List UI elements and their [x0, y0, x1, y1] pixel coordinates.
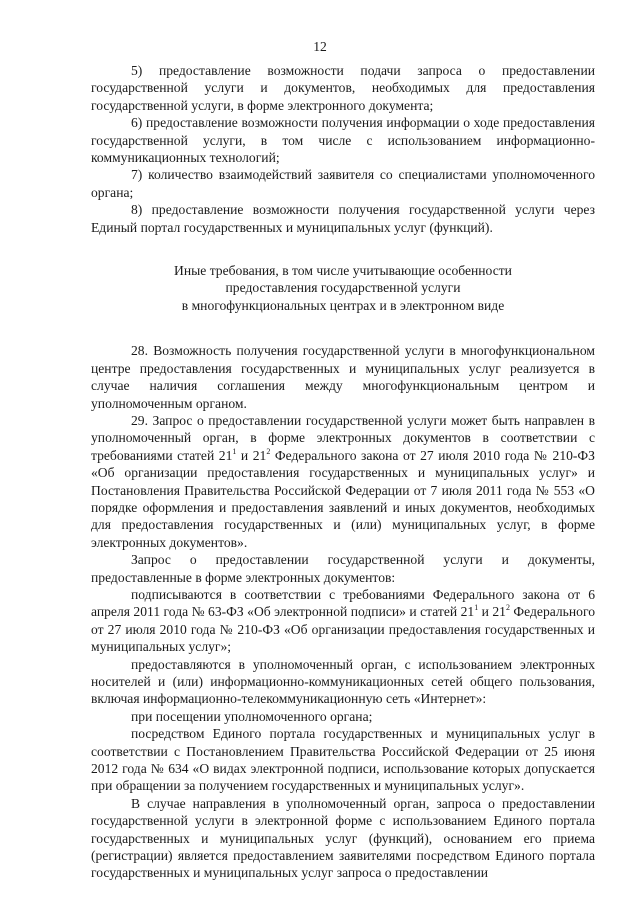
section-heading-line-2: предоставления государственной услуги: [225, 280, 461, 296]
superscript: 2: [266, 446, 271, 456]
paragraph-last: В случае направления в уполномоченный орган, запроса о предоставлении государственной услуги в электронной форме с использованием Единого портала государственных и муниципальных услуг (функций), основанием его приема (регистрации) является предоставлением заявителями посредством Единого портала государственных и муниципальных услуг запроса о предоставлении: [91, 795, 595, 881]
page-number: 12: [313, 39, 327, 54]
list-item-5: 5) предоставление возможности подачи запроса о предоставлении государственной услуги и документов, необходимых для предоставления государственной услуги, в форме электронного документа;: [91, 63, 595, 113]
paragraph-provided: предоставляются в уполномоченный орган, с использованием электронных носителей и (или) информационно-коммуникационных сетей общего пользования, включая информационно-телекоммуникационную сеть «Интернет»:: [91, 656, 595, 707]
section-heading-line-3: в многофункциональных центрах и в электронном виде: [181, 297, 505, 313]
paragraph-portal: посредством Единого портала государственных и муниципальных услуг в соответствии с Постановлением Правительства Российской Федерации от 25 июня 2012 года № 634 «О видах электронной подписи, использование которых допускается при обращении за получением государственных и муниципальных услуг».: [91, 726, 595, 794]
paragraph-29-part-c: Федерального закона от 27 июля 2010 года № 210-ФЗ «Об организации предоставления государственных и муниципальных услуг» и Постановления Правительства Российской Федерации от 7 июля 2011 года № 553 «О порядке оформления и предоставления заявлений и иных документов, необходимых для предоставления государственных и (или) муниципальных услуг, в форме электронных документов».: [91, 447, 595, 550]
section-heading: [91, 262, 595, 314]
paragraph-29-part-a: 29. Запрос о предоставлении государственной услуги может быть направлен в уполномоченный орган, в форме электронных документов в соответствии с требованиями статей 21: [91, 412, 595, 463]
list-item-6: 6) предоставление возможности получения информации о ходе предоставления государственной услуги, в том числе с использованием информационно-коммуникационных технологий;: [91, 115, 595, 166]
list-item-7: 7) количество взаимодействий заявителя со специалистами уполномоченного органа;: [91, 167, 595, 200]
paragraph-signed-part-b: и 21: [478, 604, 506, 620]
paragraph-29-part-b: и 21: [236, 447, 267, 463]
paragraph-29: [91, 412, 595, 551]
paragraph-signed-part-c: Федерального от 27 июля 2010 года № 210-ФЗ «Об организации предоставления государственных и муниципальных услуг»;: [91, 604, 595, 655]
superscript: 1: [232, 446, 237, 456]
paragraph-request: Запрос о предоставлении государственной услуги и документы, предоставленные в форме электронных документов:: [91, 552, 595, 585]
list-item-8: 8) предоставление возможности получения государственной услуги через Единый портал государственных и муниципальных услуг (функций).: [91, 202, 595, 235]
document-body: [91, 62, 595, 882]
paragraph-signed: [91, 586, 595, 656]
paragraph-visit: при посещении уполномоченного органа;: [131, 708, 373, 724]
superscript: 1: [474, 603, 479, 613]
paragraph-28: 28. Возможность получения государственной услуги в многофункциональном центре предоставления государственных и муниципальных услуг реализуется в случае наличия соглашения между многофункциональным центром и уполномоченным органом.: [91, 343, 595, 411]
paragraph-signed-part-a: подписываются в соответствии с требованиями Федерального закона от 6 апреля 2011 года № 63-ФЗ «Об электронной подписи» и статей 21: [91, 586, 595, 620]
section-heading-line-1: Иные требования, в том числе учитывающие особенности: [174, 263, 512, 279]
superscript: 2: [505, 603, 510, 613]
